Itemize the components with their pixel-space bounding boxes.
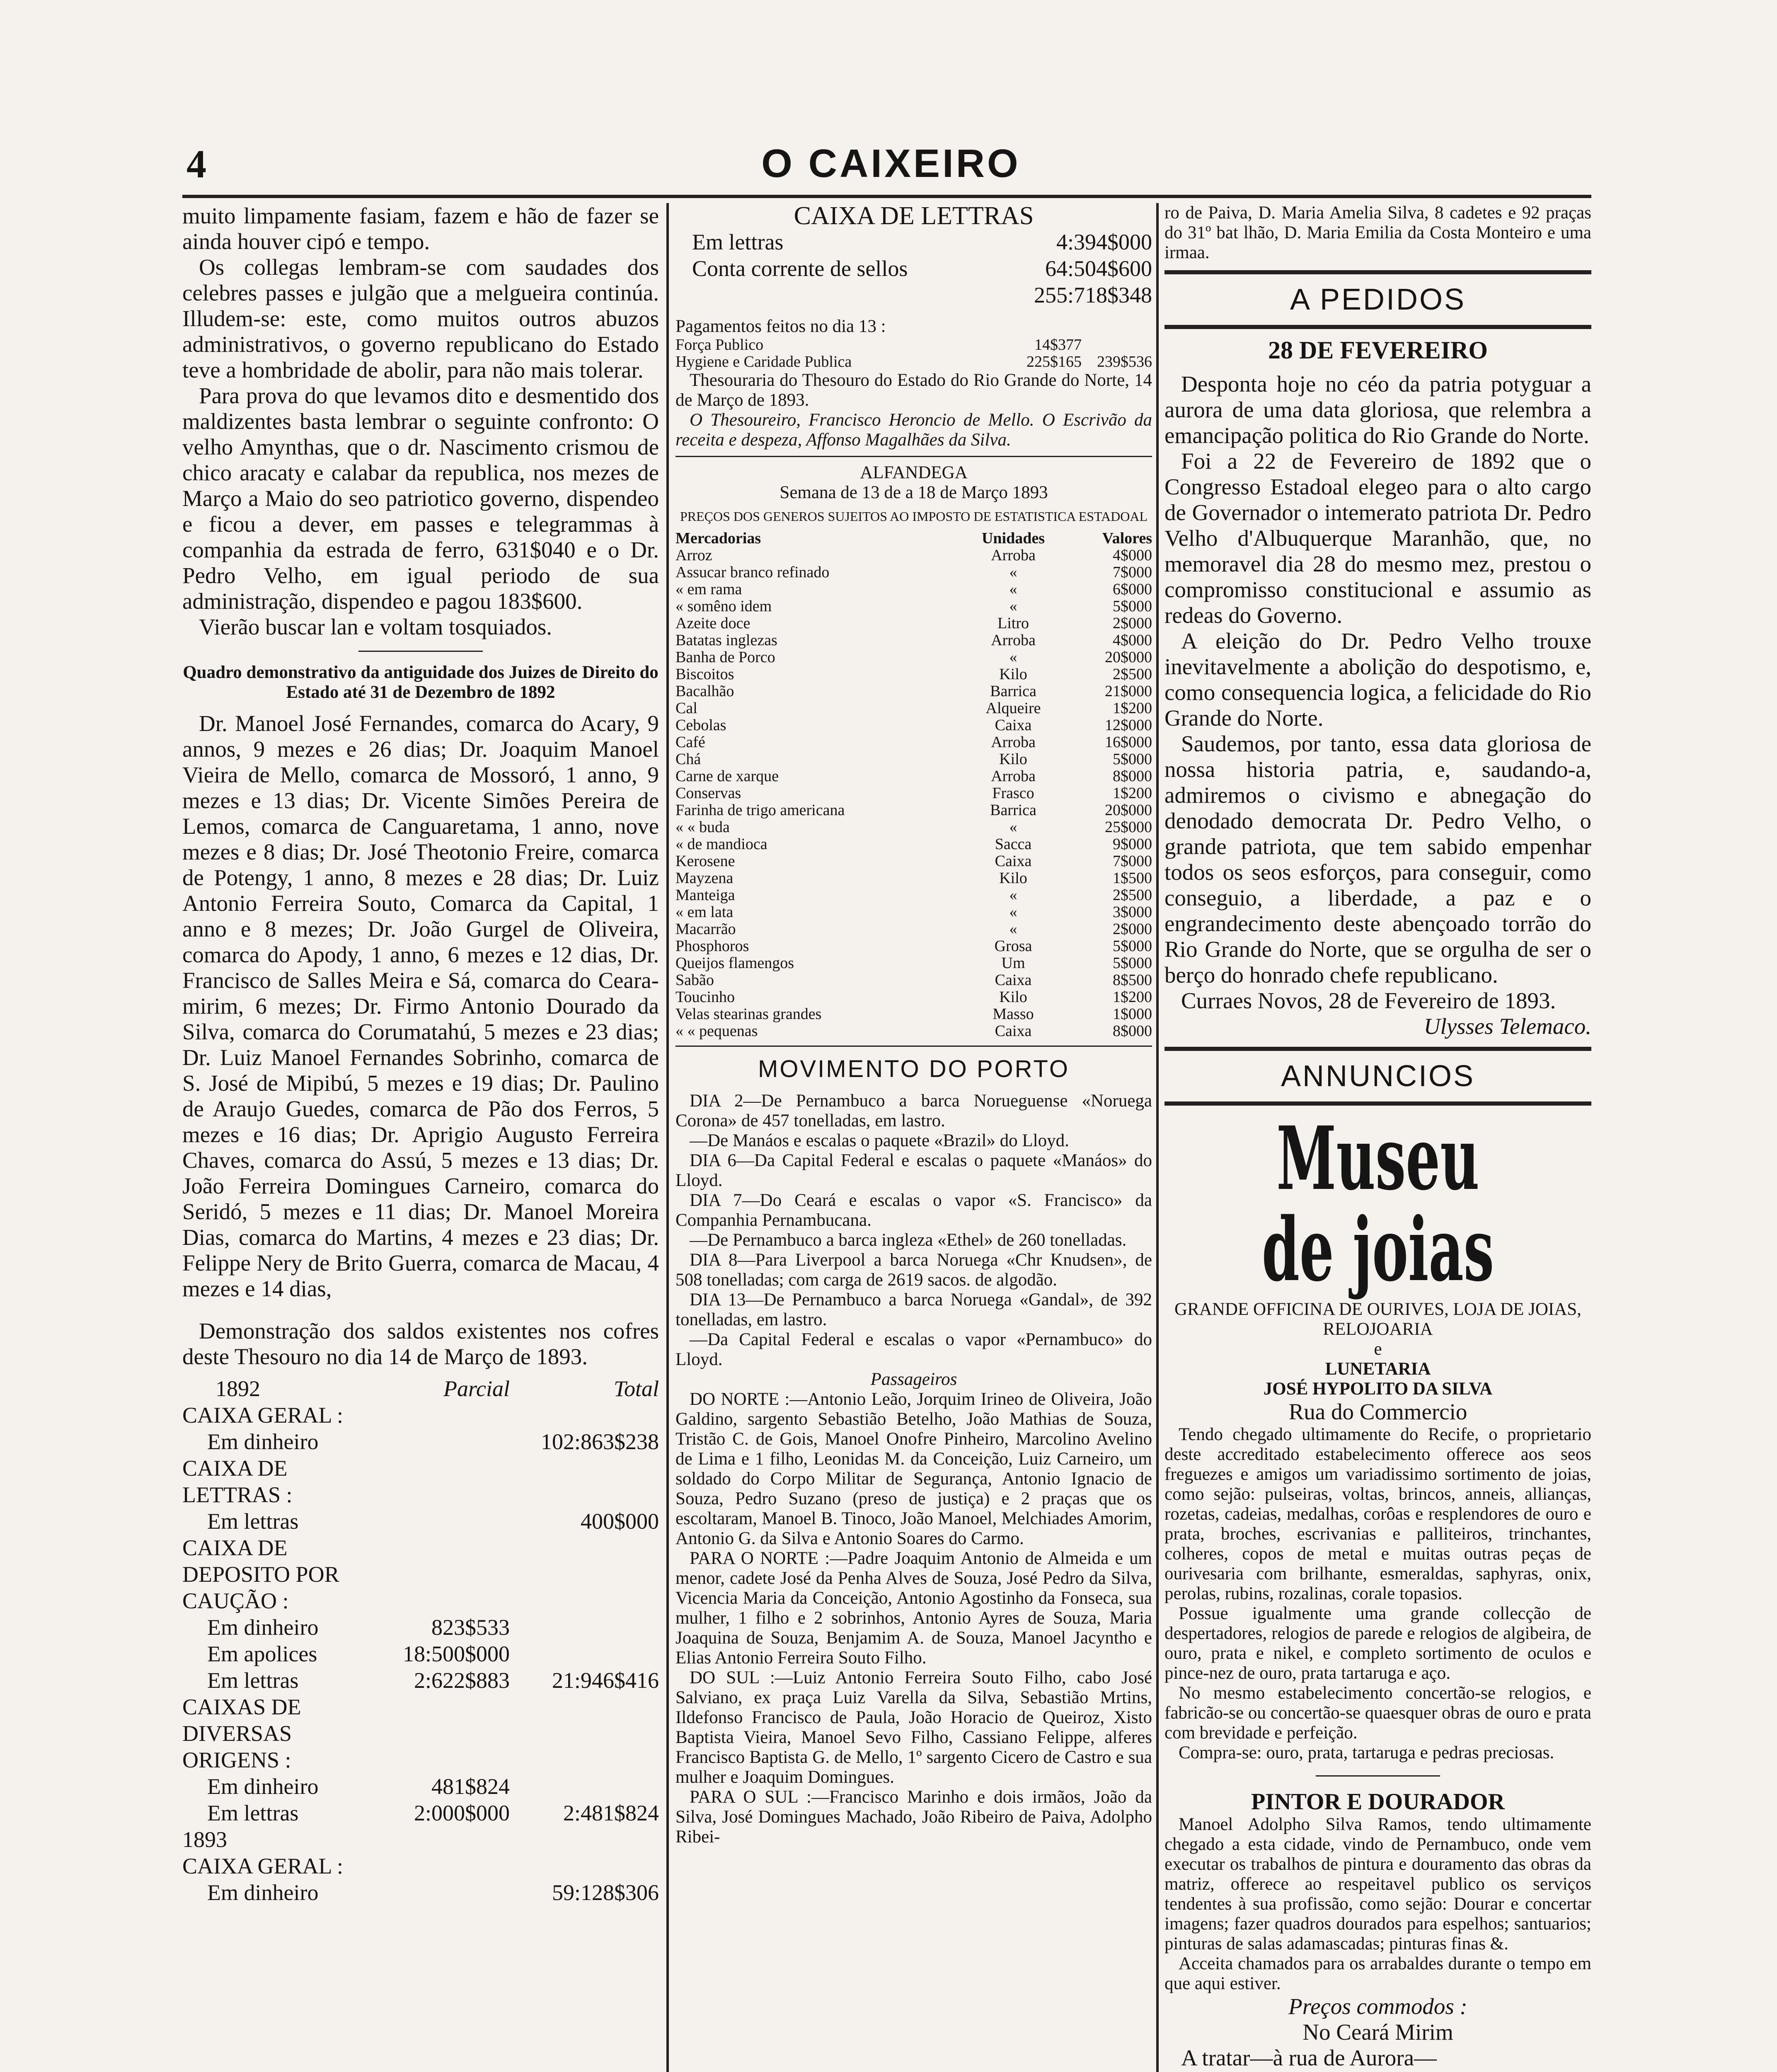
cell-unidade: Alqueire [985, 700, 1041, 717]
museu-title: Museu de joias [1261, 1107, 1494, 1301]
cell-valor: 8$500 [1113, 971, 1152, 989]
cell-unidade: Um [1001, 954, 1025, 972]
cell-mercadoria: Chá [675, 750, 701, 768]
ledger-total [510, 1826, 659, 1853]
list-item: Saudemos, por tanto, essa data gloriosa de nossa historia patria, e, saudando-a, admiremos o civismo e abnegação do denodado democrata Dr. Pedro Velho, o grande patriota, que tem sabido empenhar todos os seos esforços, para conseguir, como conseguio, a liberdade, a paz e o engrandecimento deste abençoado torrão do Rio Grande do Norte, que se orgulha de ser o berço do honrado chefe republicano. [1164, 731, 1591, 988]
cell-unidade: « [1009, 598, 1017, 615]
table-rows [675, 547, 1152, 1040]
article-paragraph: muito limpamente fasiam, fazem e hão de fazer se ainda houver cipó e tempo. [182, 203, 659, 254]
table-row [675, 547, 1152, 564]
cell-unidade: « [1009, 818, 1017, 836]
list-item: Compra-se: ouro, prata, tartaruga e pedras preciosas. [1179, 1743, 1554, 1762]
pagamentos-rows [675, 336, 1152, 370]
cell-unidade: « [1009, 886, 1017, 904]
ledger-parcial [377, 1402, 510, 1428]
col3-top: ro de Paiva, D. Maria Amelia Silva, 8 cadetes e 92 praças do 31º bat lhão, D. Maria Emilia da Costa Monteiro e uma irmaa. [1164, 203, 1591, 262]
cell-valor: 8$000 [1113, 767, 1152, 785]
pag-v1: 225$165 [1026, 353, 1082, 370]
ledger-total: 2:481$824 [563, 1801, 659, 1825]
list-item: PARA O NORTE :—Padre Joaquim Antonio de Almeida e um menor, cadete José da Penha Alves de Souza, José Pedro da Silva, Vicencia Maria da Conceição, Antonio Agostinho da Fonseca, sua mulher, 1 filho e 2 sobrinhos, Antonio Ayres de Souza, Maria Joaquina de Souza, Benjamim A. de Souza, Manoel Jacyntho e Elias Antonio Ferreira Souto Filho. [675, 1549, 1152, 1668]
list-item: PARA O SUL :—Francisco Marinho e dois irmãos, João da Silva, José Domingues Machado, João Ribeiro de Paiva, Adolpho Ribei- [675, 1787, 1152, 1847]
cell-mercadoria: Phosphoros [675, 937, 749, 955]
ledger-label: Em dinheiro [207, 1774, 319, 1799]
cell-unidade: « [1009, 581, 1017, 598]
rua: Rua do Commercio [1288, 1399, 1467, 1424]
table-row [675, 904, 1152, 921]
table-row [675, 683, 1152, 700]
cell-unidade: Caixa [995, 1022, 1032, 1040]
header-rule [182, 195, 1591, 198]
ledger-label: CAIXA DE DEPOSITO POR CAUÇÃO : [182, 1535, 339, 1613]
col-valores: Valores [1102, 530, 1152, 547]
cell-mercadoria: Mayzena [675, 869, 734, 887]
cell-unidade: « [1009, 649, 1017, 666]
lunetaria: LUNETARIA [1325, 1359, 1431, 1379]
cell-mercadoria: Bacalhão [675, 683, 734, 700]
list-item: Manoel Adolpho Silva Ramos, tendo ultimamente chegado a esta cidade, vindo de Pernambuco, onde vem executar os trabalhos de pintura e douramento das obras da matriz, offerece ao respeitavel publico os serviços tendentes à sua profissão, como sejão: Dourar e concertar imagens; fazer quadros dourados para espelhos; santuarios; pinturas de salas adamascadas; pinturas finas &. [1164, 1815, 1591, 1953]
table-row [675, 972, 1152, 989]
ledger-row [182, 1428, 659, 1455]
ledger-parcial: 18:500$000 [402, 1641, 510, 1666]
ledger-total [510, 1535, 659, 1614]
cell-unidade: Sacca [995, 835, 1032, 853]
cell-mercadoria: Carne de xarque [675, 767, 779, 785]
caixa-title: CAIXA DE LETTRAS [794, 203, 1034, 230]
list-item: DIA 2—De Pernambuco a barca Norueguense «Noruega Corona» de 457 tonelladas, em lastro. [675, 1091, 1152, 1130]
alfandega-sub: Semana de 13 de a 18 de Março 1893 [780, 483, 1048, 502]
ledger-total [510, 1853, 659, 1879]
table-row [675, 989, 1152, 1006]
pintor-body [1164, 1815, 1591, 1994]
table-row [675, 717, 1152, 734]
pintor-end-3: A tratar—à rua de Aurora— [1181, 2045, 1437, 2070]
cell-valor: 8$000 [1113, 1022, 1152, 1040]
table-row [675, 802, 1152, 819]
ledger-year: 1892 [215, 1376, 260, 1401]
ledger-row [182, 1879, 659, 1906]
ledger-label: Em dinheiro [207, 1615, 319, 1640]
ledger-row [182, 1667, 659, 1694]
cell-mercadoria: « « pequenas [675, 1022, 758, 1040]
table-row [675, 921, 1152, 938]
caixa-value: 255:718$348 [1034, 283, 1152, 307]
cell-mercadoria: Arroz [675, 547, 712, 564]
ledger-total: 59:128$306 [552, 1880, 659, 1905]
ledger-rows [182, 1402, 659, 1906]
cell-unidade: Kilo [999, 869, 1027, 887]
article-paragraph: Vierão buscar lan e voltam tosquiados. [199, 614, 552, 639]
cell-unidade: « [1009, 920, 1017, 938]
cell-unidade: Kilo [999, 988, 1027, 1006]
ledger-label: Em apolices [207, 1641, 317, 1666]
caixa-label: Em lettras [692, 230, 784, 254]
caixa-row [675, 282, 1152, 308]
list-item: DIA 7—Do Ceará e escalas o vapor «S. Francisco» da Companhia Pernambucana. [675, 1191, 1152, 1230]
section-rule [1164, 270, 1591, 274]
column-rule-1 [666, 203, 669, 2072]
ledger-label: Em lettras [207, 1509, 299, 1534]
ledger-parcial [377, 1853, 510, 1879]
ledger-parcial: 2:622$883 [414, 1668, 510, 1693]
ledger-parcial [377, 1879, 510, 1906]
table-row [675, 938, 1152, 955]
cell-valor: 2$000 [1113, 920, 1152, 938]
pag-label: Força Publico [675, 336, 764, 353]
cell-unidade: Barrica [990, 683, 1036, 700]
museu-e: e [1374, 1339, 1382, 1359]
ledger-row [182, 1402, 659, 1428]
ledger-total [510, 1402, 659, 1428]
pag-v2 [1082, 336, 1152, 353]
col-unidades: Unidades [981, 530, 1045, 547]
cell-mercadoria: Farinha de trigo americana [675, 801, 845, 819]
saldos-ledger [182, 1375, 659, 1906]
section-rule [1164, 1101, 1591, 1106]
page-number: 4 [186, 142, 206, 186]
column-1 [182, 203, 659, 2072]
table-row [675, 700, 1152, 717]
ledger-row [182, 1535, 659, 1614]
cell-valor: 5$000 [1113, 598, 1152, 615]
ledger-parcial [377, 1826, 510, 1853]
cell-mercadoria: Banha de Porco [675, 649, 775, 666]
column-rule-2 [1156, 203, 1159, 2072]
precos-title: PREÇOS DOS GENEROS SUJEITOS AO IMPOSTO DE ESTATISTICA ESTADOAL [680, 509, 1148, 524]
ledger-row [182, 1826, 659, 1853]
table-row [675, 649, 1152, 666]
column-3 [1164, 203, 1591, 2072]
divider [358, 651, 483, 652]
ledger-label: Em dinheiro [207, 1880, 319, 1905]
pag-label: Hygiene e Caridade Publica [675, 353, 852, 370]
cell-valor: 1$200 [1113, 988, 1152, 1006]
cell-unidade: Caixa [995, 971, 1032, 989]
ledger-parcial-head: Parcial [443, 1376, 510, 1401]
cell-valor: 4$000 [1113, 632, 1152, 649]
pagamento-row [675, 353, 1152, 370]
pagamento-row [675, 336, 1152, 353]
quadro-title: Quadro demonstrativo da antiguidade dos Juizes de Direito do Estado até 31 de Dezembro de 1892 [183, 663, 659, 702]
table-row [675, 887, 1152, 904]
list-item: DO SUL :—Luiz Antonio Ferreira Souto Filho, cabo José Salviano, ex praça Luiz Varella da Silva, Sebastião Mrtins, Ildefonso Francisco de Paula, João Horacio de Queiroz, Xisto Baptista Vieira, Manoel Sevo Filho, Cassiano Felippe, alferes Francisco Baptista G. de Mello, 1º sargento Cicero de Castro e sua mulher e Joaquim Domingues. [675, 1668, 1152, 1787]
table-row [675, 598, 1152, 615]
pintor-title: PINTOR E DOURADOR [1251, 1789, 1505, 1815]
ledger-total [510, 1694, 659, 1773]
list-item: —De Manáos e escalas o paquete «Brazil» do Lloyd. [690, 1131, 1069, 1150]
cell-mercadoria: Kerosene [675, 852, 735, 870]
ledger-total [510, 1455, 659, 1508]
pag-v1: 14$377 [1034, 336, 1082, 353]
list-item: —Da Capital Federal e escalas o vapor «Pernambuco» do Lloyd. [675, 1330, 1152, 1369]
cell-unidade: Kilo [999, 750, 1027, 768]
list-item: Foi a 22 de Fevereiro de 1892 que o Congresso Estadoal elegeo para o alto cargo de Governador o intemerato patriota Dr. Pedro Velho d'Albuquerque Maranhão, que, no memoravel dia 28 do mesmo mez, prestou o compromisso constitucional e assumio as redeas do Governo. [1164, 448, 1591, 628]
list-item: DIA 13—De Pernambuco a barca Noruega «Gandal», de 392 tonelladas, em lastro. [675, 1290, 1152, 1329]
table-row [675, 1023, 1152, 1040]
ledger-parcial: 2:000$000 [414, 1801, 510, 1825]
precos-table [675, 530, 1152, 1040]
cell-mercadoria: « « buda [675, 818, 730, 836]
pintor-end-1: Preços commodos : [1288, 1994, 1467, 2019]
cell-valor: 1$500 [1113, 869, 1152, 887]
ledger-total: 102:863$238 [540, 1429, 659, 1454]
ledger-parcial: 823$533 [431, 1615, 510, 1640]
ledger-parcial [377, 1535, 510, 1614]
pintor-end-2: No Ceará Mirim [1302, 2019, 1453, 2045]
passageiros-list [675, 1389, 1152, 1847]
fev-title: 28 DE FEVEREIRO [1268, 336, 1488, 364]
column-2 [675, 203, 1152, 2072]
caixa-row [675, 229, 1152, 255]
cell-unidade: Arroba [991, 733, 1036, 751]
ledger-row [182, 1614, 659, 1641]
cell-mercadoria: Velas stearinas grandes [675, 1005, 822, 1023]
ledger-parcial: 481$824 [431, 1774, 510, 1799]
ledger-row [182, 1853, 659, 1879]
article-paragraph: Para prova do que levamos dito e desmentido dos maldizentes basta lembrar o seguinte confronto: O velho Amynthas, que o dr. Nascimento crismou de chico aracaty e calabar da republica, nos mezes de Março a Maio do seo patriotico governo, dispendeo e ficou a dever, em passes e telegrammas à companhia da estrada de ferro, 631$040 e o Dr. Pedro Velho, em igual periodo de sua administração, dispendeo e pagou 183$600. [182, 383, 659, 614]
page-header [186, 141, 1595, 191]
ledger-total-head: Total [613, 1376, 659, 1401]
annuncios-title: ANNUNCIOS [1281, 1060, 1475, 1093]
caixa-rows [675, 229, 1152, 308]
ledger-row [182, 1800, 659, 1826]
divider [675, 456, 1152, 457]
alfandega-title: ALFANDEGA [860, 463, 968, 482]
ledger-label: Em dinheiro [207, 1429, 319, 1454]
pagamentos-sign: O Thesoureiro, Francisco Heroncio de Mello. O Escrivão da receita e despeza, Affonso Magalhães da Silva. [675, 410, 1152, 450]
caixa-value: 64:504$600 [1045, 256, 1152, 281]
cell-valor: 7$000 [1113, 852, 1152, 870]
cell-mercadoria: Assucar branco refinado [675, 564, 830, 581]
cell-unidade: Kilo [999, 666, 1027, 683]
cell-valor: 4$000 [1113, 547, 1152, 564]
cell-unidade: Caixa [995, 716, 1032, 734]
list-item: Tendo chegado ultimamente do Recife, o proprietario deste accreditado estabelecimento offerece aos seos freguezes e amigos um variadissimo sortimento de joias, como sejão: pulseiras, voltas, brincos, anneis, allianças, rozetas, cadeias, medalhas, corôas e resplendores de ouro e prata, broches, escrivanias e palliteiros, trinchantes, colheres, copos de metal e muitas outras peças de ourivesaria com brilhante, esmeraldas, saphyras, onix, perolas, rubins, rozalinas, corale topasios. [1164, 1425, 1591, 1603]
cell-valor: 2$500 [1113, 666, 1152, 683]
cell-mercadoria: Macarrão [675, 920, 736, 938]
cell-valor: 7$000 [1113, 564, 1152, 581]
cell-valor: 25$000 [1105, 818, 1152, 836]
quadro-body: Dr. Manoel José Fernandes, comarca do Acary, 9 annos, 9 mezes e 26 dias; Dr. Joaquim Manoel Vieira de Mello, comarca de Mossoró, 1 anno, 9 mezes e 13 dias; Dr. Vicente Simões Pereira de Lemos, comarca de Canguaretama, 1 anno, nove mezes e 8 dias; Dr. José Theotonio Freire, comarca de Potengy, 1 anno, 8 mezes e 28 dias; Dr. Luiz Antonio Ferreira Souto, Comarca da Capital, 1 anno e 8 mezes; Dr. João Gurgel de Oliveira, comarca do Apody, 1 anno, 6 mezes e 12 dias, Dr. Francisco de Salles Meira e Sá, comarca do Ceara-mirim, 6 mezes; Dr. Firmo Antonio Dourado da Silva, comarca do Corumatahú, 5 mezes e 23 dias; Dr. Luiz Manoel Fernandes Sobrinho, comarca de S. José de Mipibú, 5 mezes e 19 dias; Dr. Paulino de Araujo Guedes, comarca de Pão dos Ferros, 5 mezes e 16 dias; Dr. Aprigio Augusto Ferreira Chaves, comarca do Assú, 5 mezes e 13 dias; Dr. João Ferreira Domingues Carneiro, comarca do Seridó, 5 mezes e 11 dias; Dr. Manoel Moreira Dias, comarca do Martins, 4 mezes e 23 dias; Dr. Felippe Nery de Brito Guerra, comarca de Macau, 4 mezes e 14 dias, [182, 711, 659, 1301]
table-header [675, 530, 1152, 547]
table-row [675, 632, 1152, 649]
cell-mercadoria: Queijos flamengos [675, 954, 794, 972]
list-item: —De Pernambuco a barca ingleza «Ethel» de 260 tonelladas. [690, 1230, 1127, 1250]
cell-valor: 3$000 [1113, 903, 1152, 921]
list-item: Curraes Novos, 28 de Fevereiro de 1893. [1181, 988, 1556, 1013]
list-item: DIA 8—Para Liverpool a barca Noruega «Chr Knudsen», de 508 tonelladas; com carga de 2619 sacos. de algodão. [675, 1250, 1152, 1290]
table-row [675, 666, 1152, 683]
cell-unidade: Grosa [994, 937, 1032, 955]
list-item: No mesmo estabelecimento concertão-se relogios, e fabricão-se ou concertão-se quaesquer obras de ouro e prata com brevidade e perfeição. [1164, 1683, 1591, 1743]
cell-unidade: Masso [993, 1005, 1034, 1023]
ledger-total [510, 1614, 659, 1641]
cell-valor: 20$000 [1105, 801, 1152, 819]
cell-mercadoria: « somêno idem [675, 598, 772, 615]
list-item: Possue igualmente uma grande collecção de despertadores, relogios de parede e relogios de algibeira, de ouro, prata e nikel, e completo sortimento de oculos e pince-nez de ouro, prata tartaruga e aço. [1164, 1604, 1591, 1683]
ledger-label: CAIXA GERAL : [182, 1854, 343, 1878]
cell-mercadoria: Manteiga [675, 886, 735, 904]
pagamentos-note: Thesouraria do Thesouro do Estado do Rio Grande do Norte, 14 de Março de 1893. [675, 370, 1152, 410]
ledger-total [510, 1641, 659, 1667]
cell-mercadoria: Cal [675, 700, 697, 717]
pag-v2: 239$536 [1097, 353, 1152, 370]
cell-mercadoria: Biscoitos [675, 666, 734, 683]
fev-body [1164, 371, 1591, 1014]
cell-valor: 9$000 [1113, 835, 1152, 853]
ledger-total: 21:946$416 [552, 1668, 659, 1693]
cell-mercadoria: Café [675, 733, 705, 751]
ledger-row [182, 1508, 659, 1535]
table-row [675, 734, 1152, 751]
cell-valor: 2$000 [1113, 615, 1152, 632]
movimento-list [675, 1091, 1152, 1370]
section-rule [1164, 1047, 1591, 1051]
cell-valor: 5$000 [1113, 937, 1152, 955]
ledger-row [182, 1641, 659, 1667]
ledger-row [182, 1455, 659, 1508]
article-paragraph: Os collegas lembram-se com saudades dos celebres passes e julgão que a melgueira continúa. Illudem-se: este, como muitos outros abuzos administrativos, o governo republicano do Estado teve a hombridade de abolir, para não mais tolerar. [182, 254, 659, 382]
table-row [675, 819, 1152, 836]
fev-signature: Ulysses Telemaco. [1424, 1014, 1591, 1039]
cell-mercadoria: Batatas inglezas [675, 632, 777, 649]
museu-sub: GRANDE OFFICINA DE OURIVES, LOJA DE JOIAS, RELOJOARIA [1174, 1300, 1581, 1339]
divider [675, 1046, 1152, 1047]
cell-unidade: Arroba [991, 547, 1036, 564]
movimento-title: MOVIMENTO DO PORTO [758, 1055, 1070, 1082]
cell-unidade: Litro [997, 615, 1029, 632]
cell-valor: 6$000 [1113, 581, 1152, 598]
ledger-label: Em lettras [207, 1801, 299, 1825]
pagamentos-title: Pagamentos feitos no dia 13 : [675, 317, 886, 336]
museu-body [1164, 1425, 1591, 1763]
ledger-parcial [377, 1428, 510, 1455]
caixa-row [675, 255, 1152, 282]
table-row [675, 581, 1152, 598]
ledger-parcial [377, 1508, 510, 1535]
cell-unidade: Arroba [991, 767, 1036, 785]
cell-valor: 1$000 [1113, 1005, 1152, 1023]
cell-mercadoria: Azeite doce [675, 615, 751, 632]
table-row [675, 1006, 1152, 1023]
cell-unidade: « [1009, 564, 1017, 581]
cell-unidade: Frasco [992, 784, 1034, 802]
cell-valor: 21$000 [1105, 683, 1152, 700]
ledger-parcial [377, 1455, 510, 1508]
masthead-title: O CAIXEIRO [761, 141, 1021, 186]
cell-valor: 12$000 [1105, 716, 1152, 734]
cell-valor: 1$200 [1113, 784, 1152, 802]
cell-unidade: Arroba [991, 632, 1036, 649]
ledger-label: CAIXA DE LETTRAS : [182, 1456, 293, 1507]
table-row [675, 836, 1152, 853]
cell-mercadoria: Toucinho [675, 988, 735, 1006]
ledger-head [182, 1375, 659, 1402]
list-item: Desponta hoje no céo da patria potyguar a aurora de uma data gloriosa, que relembra a emancipação politica do Rio Grande do Norte. [1164, 371, 1591, 448]
ledger-total [510, 1773, 659, 1800]
cell-valor: 16$000 [1105, 733, 1152, 751]
caixa-label [675, 282, 1003, 308]
table-row [675, 615, 1152, 632]
list-item: DO NORTE :—Antonio Leão, Jorquim Irineo de Oliveira, João Galdino, sargento Sebastião Betelho, João Mathias de Souza, Tristão C. de Gois, Manoel Onofre Pinheiro, Marcolino Avelino de Lima e 1 filho, Leonidas M. da Conceição, Luiz Carneiro, um soldado do Corpo Militar de Segurança, Antonio Ignacio de Souza, Pedro Suzano (preso de justiça) e 2 praças que os escoltaram, Manoel B. Tinoco, João Manoel, Melchiades Amorim, Antonio G. da Silva e Antonio Soares do Carmo. [675, 1389, 1152, 1548]
passageiros-title: Passageiros [870, 1370, 957, 1389]
table-row [675, 564, 1152, 581]
table-row [675, 751, 1152, 768]
caixa-value: 4:394$000 [1056, 230, 1152, 254]
cell-valor: 20$000 [1105, 649, 1152, 666]
cell-mercadoria: « em rama [675, 581, 742, 598]
cell-unidade: « [1009, 903, 1017, 921]
ledger-label: CAIXA GERAL : [182, 1403, 343, 1428]
saldos-intro: Demonstração dos saldos existentes nos cofres deste Thesouro no dia 14 de Março de 1893. [182, 1318, 659, 1369]
cell-mercadoria: Conservas [675, 784, 741, 802]
col-mercadorias: Mercadorias [675, 530, 761, 547]
table-row [675, 955, 1152, 972]
caixa-label: Conta corrente de sellos [692, 256, 908, 281]
list-item: Acceita chamados para os arrabaldes durante o tempo em que aqui estiver. [1164, 1954, 1591, 1993]
cell-valor: 5$000 [1113, 750, 1152, 768]
owner-name: JOSÉ HYPOLITO DA SILVA [1263, 1379, 1493, 1399]
cell-unidade: Barrica [990, 801, 1036, 819]
table-row [675, 768, 1152, 785]
ledger-parcial [377, 1694, 510, 1773]
cell-mercadoria: « de mandioca [675, 835, 767, 853]
table-row [675, 853, 1152, 870]
list-item: A eleição do Dr. Pedro Velho trouxe inevitavelmente a abolição do despotismo, e, como consequencia logica, a felicidade do Rio Grande do Norte. [1164, 628, 1591, 731]
cell-unidade: Caixa [995, 852, 1032, 870]
ledger-row [182, 1773, 659, 1800]
table-row [675, 785, 1152, 802]
cell-valor: 1$200 [1113, 700, 1152, 717]
table-row [675, 870, 1152, 887]
ledger-label: 1893 [182, 1827, 227, 1852]
cell-mercadoria: « em lata [675, 903, 734, 921]
ledger-label: Em lettras [207, 1668, 299, 1693]
ledger-row [182, 1694, 659, 1773]
spacer [182, 1302, 659, 1318]
ledger-label: CAIXAS DE DIVERSAS ORIGENS : [182, 1694, 301, 1772]
ledger-total: 400$000 [581, 1509, 659, 1534]
cell-valor: 2$500 [1113, 886, 1152, 904]
section-rule [1164, 325, 1591, 329]
cell-mercadoria: Sabão [675, 971, 714, 989]
list-item: DIA 6—Da Capital Federal e escalas o paquete «Manáos» do Lloyd. [675, 1151, 1152, 1190]
divider [1316, 1775, 1440, 1777]
apedidos-title: A PEDIDOS [1290, 283, 1466, 316]
cell-valor: 5$000 [1113, 954, 1152, 972]
cell-mercadoria: Cebolas [675, 716, 726, 734]
